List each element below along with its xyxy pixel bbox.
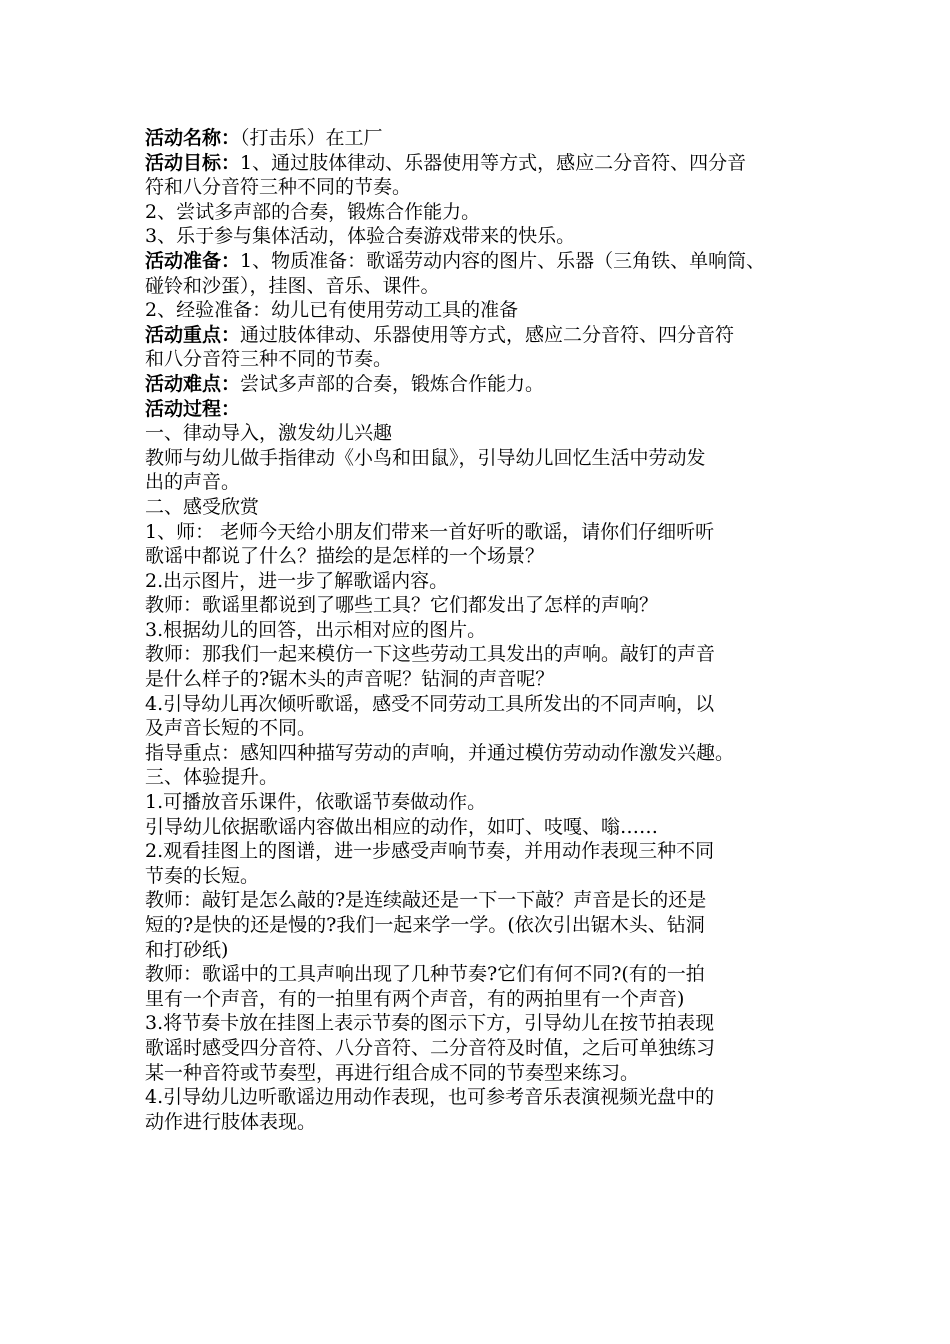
line-label: 活动难点： — [145, 372, 241, 395]
text-line: 2.观看挂图上的图谱，进一步感受声响节奏，并用动作表现三种不同 — [145, 840, 715, 863]
text-line: 教师：歌谣中的工具声响出现了几种节奏?它们有何不同?(有的一拍 — [145, 963, 705, 986]
line-text: 通过肢体律动、乐器使用等方式，感应二分音符、四分音符 — [240, 323, 735, 346]
text-line: 节奏的长短。 — [145, 864, 260, 887]
line-label: 活动准备： — [145, 249, 241, 272]
text-line: 和八分音符三种不同的节奏。 — [145, 348, 393, 371]
text-line: 1、师： 老师今天给小朋友们带来一首好听的歌谣，请你们仔细听听 — [145, 520, 715, 543]
text-line: 和打砂纸) — [145, 938, 229, 961]
line-text: 尝试多声部的合奏，锻炼合作能力。 — [240, 372, 545, 395]
line-activity-goal — [145, 151, 825, 176]
line-label: 活动重点： — [145, 323, 241, 346]
text-line: 2、经验准备：幼儿已有使用劳动工具的准备 — [145, 299, 519, 322]
text-line: 及声音长短的不同。 — [145, 717, 317, 740]
text-line: 歌谣中都说了什么？描绘的是怎样的一个场景？ — [145, 545, 545, 568]
text-line: 4.引导幼儿再次倾听歌谣，感受不同劳动工具所发出的不同声响，以 — [145, 692, 715, 715]
text-line: 2、尝试多声部的合奏，锻炼合作能力。 — [145, 200, 481, 223]
text-line: 1.可播放音乐课件，依歌谣节奏做动作。 — [145, 791, 487, 814]
text-line: 3.根据幼儿的回答，出示相对应的图片。 — [145, 618, 487, 641]
text-line: 教师与幼儿做手指律动《小鸟和田鼠》，引导幼儿回忆生活中劳动发 — [145, 446, 706, 469]
text-line: 二、感受欣赏 — [145, 495, 260, 518]
text-line: 某一种音符或节奏型，再进行组合成不同的节奏型来练习。 — [145, 1061, 640, 1084]
document-body — [145, 126, 825, 1134]
text-line: 动作进行肢体表现。 — [145, 1110, 317, 1133]
line-text: （打击乐）在工厂 — [240, 127, 383, 149]
text-line: 引导幼儿依据歌谣内容做出相应的动作，如叮、吱嘎、嗡…… — [145, 815, 659, 838]
line-text: 1、物质准备：歌谣劳动内容的图片、乐器（三角铁、单响筒、 — [240, 249, 766, 272]
text-line: 里有一个声音，有的一拍里有两个声音，有的两拍里有一个声音) — [145, 987, 685, 1010]
text-line: 教师：那我们一起来模仿一下这些劳动工具发出的声响。敲钉的声音 — [145, 643, 716, 666]
line-activity-name — [145, 126, 825, 151]
line-label: 活动目标： — [145, 151, 241, 174]
text-line: 教师：歌谣里都说到了哪些工具？它们都发出了怎样的声响？ — [145, 594, 659, 617]
text-line: 一、律动导入，激发幼儿兴趣 — [145, 422, 393, 445]
line-activity-process — [145, 397, 825, 422]
text-line: 碰铃和沙蛋），挂图、音乐、课件。 — [145, 274, 440, 297]
text-line: 短的?是快的还是慢的?我们一起来学一学。(依次引出锯木头、钻洞 — [145, 914, 705, 936]
text-line: 2.出示图片，进一步了解歌谣内容。 — [145, 569, 449, 592]
line-activity-prep — [145, 249, 825, 274]
line-activity-focus — [145, 323, 825, 348]
line-activity-difficulty — [145, 372, 825, 397]
text-line: 歌谣时感受四分音符、八分音符、二分音符及时值，之后可单独练习 — [145, 1036, 716, 1059]
line-label: 活动名称： — [145, 127, 241, 149]
text-line: 3.将节奏卡放在挂图上表示节奏的图示下方，引导幼儿在按节拍表现 — [145, 1012, 715, 1035]
text-line: 教师：敲钉是怎么敲的?是连续敲还是一下一下敲？声音是长的还是 — [145, 889, 707, 912]
text-line: 3、乐于参与集体活动，体验合奏游戏带来的快乐。 — [145, 225, 576, 248]
line-label: 活动过程： — [145, 397, 241, 420]
text-line: 符和八分音符三种不同的节奏。 — [145, 176, 412, 199]
text-line: 4.引导幼儿边听歌谣边用动作表现，也可参考音乐表演视频光盘中的 — [145, 1086, 715, 1109]
text-line: 出的声音。 — [145, 471, 241, 494]
text-line: 指导重点：感知四种描写劳动的声响，并通过模仿劳动动作激发兴趣。 — [145, 741, 735, 764]
line-text: 1、通过肢体律动、乐器使用等方式，感应二分音符、四分音 — [240, 151, 747, 174]
text-line: 是什么样子的?锯木头的声音呢？钻洞的声音呢？ — [145, 668, 555, 691]
text-line: 三、体验提升。 — [145, 766, 279, 789]
